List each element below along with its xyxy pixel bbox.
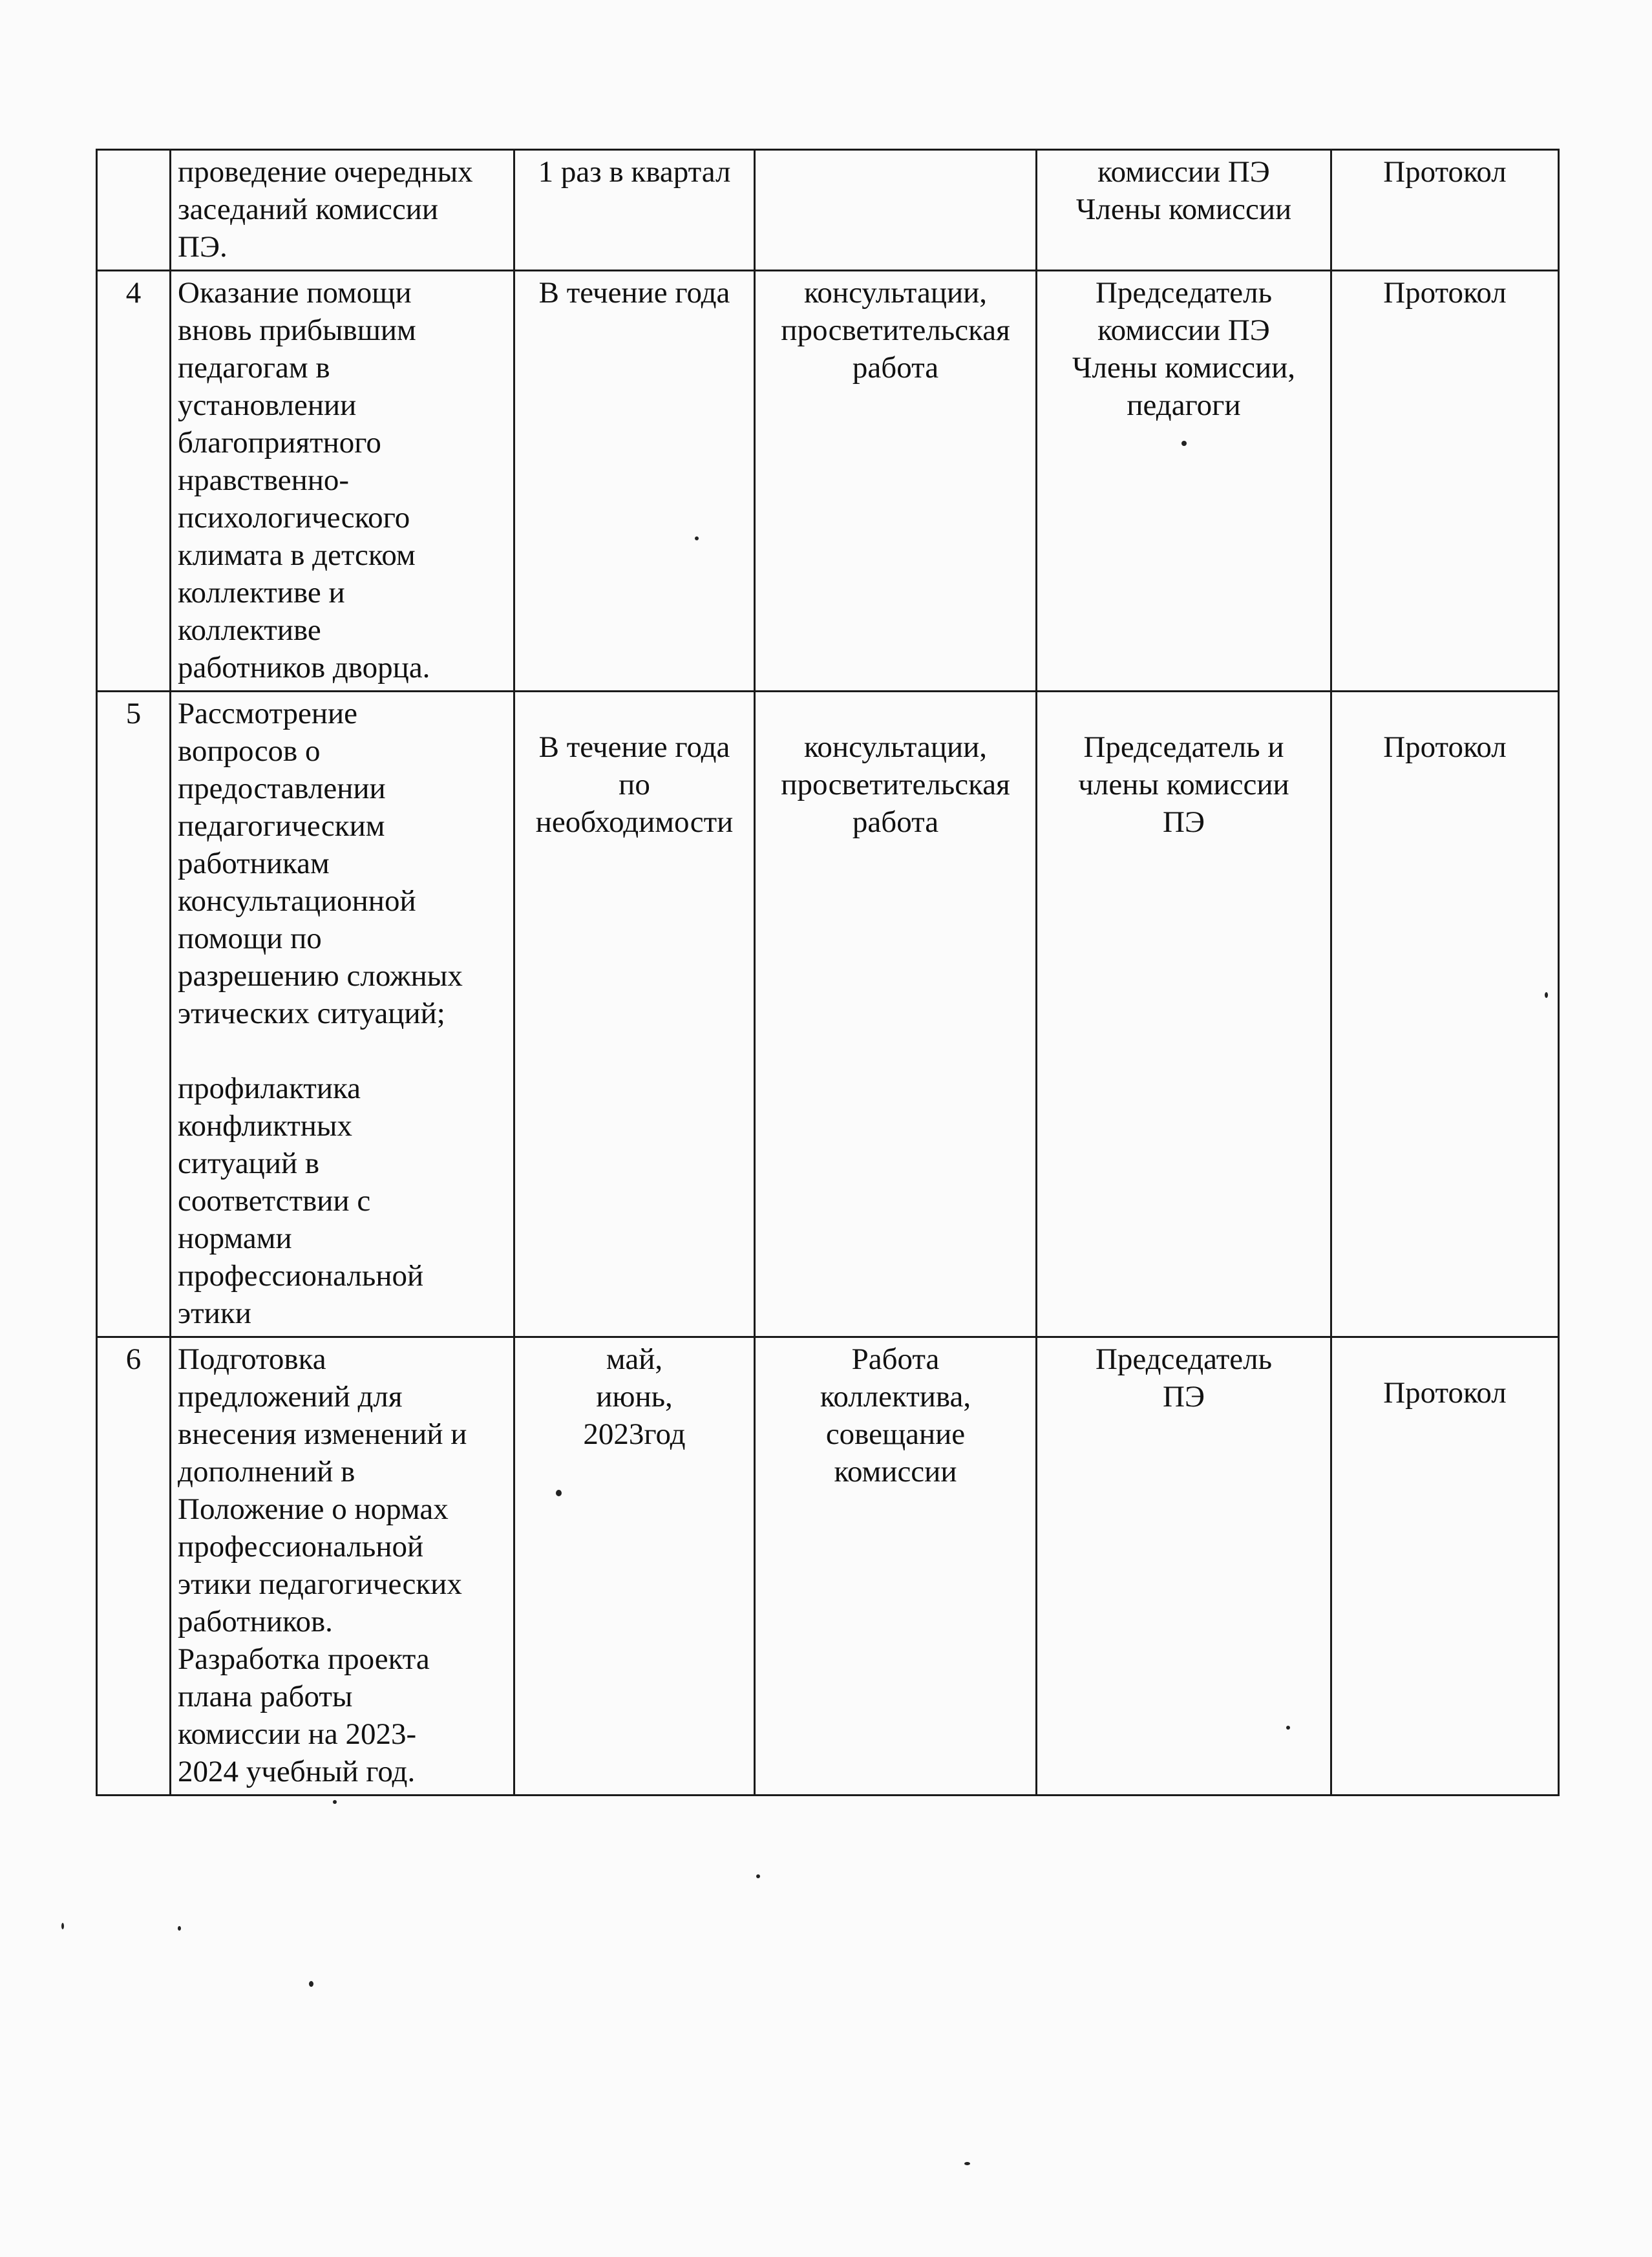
table-row — [97, 1337, 1559, 1796]
table-row — [97, 692, 1559, 1337]
activity-responsible: комиссии ПЭ Члены комиссии — [1037, 150, 1331, 271]
scan-speck — [61, 1923, 64, 1929]
activity-form: Работа коллектива, совещание комиссии — [755, 1337, 1037, 1796]
scan-speck — [1181, 441, 1187, 446]
activity-result: Протокол — [1331, 1337, 1559, 1796]
scan-speck — [178, 1926, 181, 1931]
activity-period: В течение года — [514, 271, 755, 692]
activity-description: Оказание помощи вновь прибывшим педагогам в установлении благоприятного нравственно- психологического климата в детском коллективе и коллективе работников дворца. — [171, 271, 514, 692]
scan-speck — [309, 1981, 313, 1987]
table-row — [97, 271, 1559, 692]
scan-speck — [695, 536, 699, 540]
table-row — [97, 150, 1559, 271]
scan-speck — [1286, 1726, 1290, 1730]
row-number: 4 — [97, 271, 171, 692]
activity-period: май, июнь, 2023год — [514, 1337, 755, 1796]
row-number: 5 — [97, 692, 171, 1337]
activity-responsible: Председатель ПЭ — [1037, 1337, 1331, 1796]
scan-speck — [556, 1490, 562, 1496]
activity-period: В течение года по необходимости — [514, 692, 755, 1337]
scan-speck — [333, 1800, 337, 1804]
scan-speck — [964, 2162, 970, 2165]
activity-description: проведение очередных заседаний комиссии ПЭ. — [171, 150, 514, 271]
activity-form: консультации, просветительская работа — [755, 271, 1037, 692]
activity-form: консультации, просветительская работа — [755, 692, 1037, 1337]
activity-responsible: Председатель и члены комиссии ПЭ — [1037, 692, 1331, 1337]
scan-speck — [1545, 992, 1548, 998]
row-number: 6 — [97, 1337, 171, 1796]
activity-form — [755, 150, 1037, 271]
activity-responsible: Председатель комиссии ПЭ Члены комиссии, педагоги — [1037, 271, 1331, 692]
activity-result: Протокол — [1331, 692, 1559, 1337]
activity-result: Протокол — [1331, 150, 1559, 271]
activity-period: 1 раз в квартал — [514, 150, 755, 271]
row-number — [97, 150, 171, 271]
activity-description: Подготовка предложений для внесения изменений и дополнений в Положение о нормах профессиональной этики педагогических работников. Разработка проекта плана работы комиссии на 2023- 2024 учебный год. — [171, 1337, 514, 1796]
work-plan-table — [96, 149, 1560, 1796]
activity-result: Протокол — [1331, 271, 1559, 692]
scan-speck — [756, 1874, 760, 1878]
activity-description: Рассмотрение вопросов о предоставлении педагогическим работникам консультационной помощи по разрешению сложных этических ситуаций; профилактика конфликтных ситуаций в соответствии с нормами профессиональной этики — [171, 692, 514, 1337]
